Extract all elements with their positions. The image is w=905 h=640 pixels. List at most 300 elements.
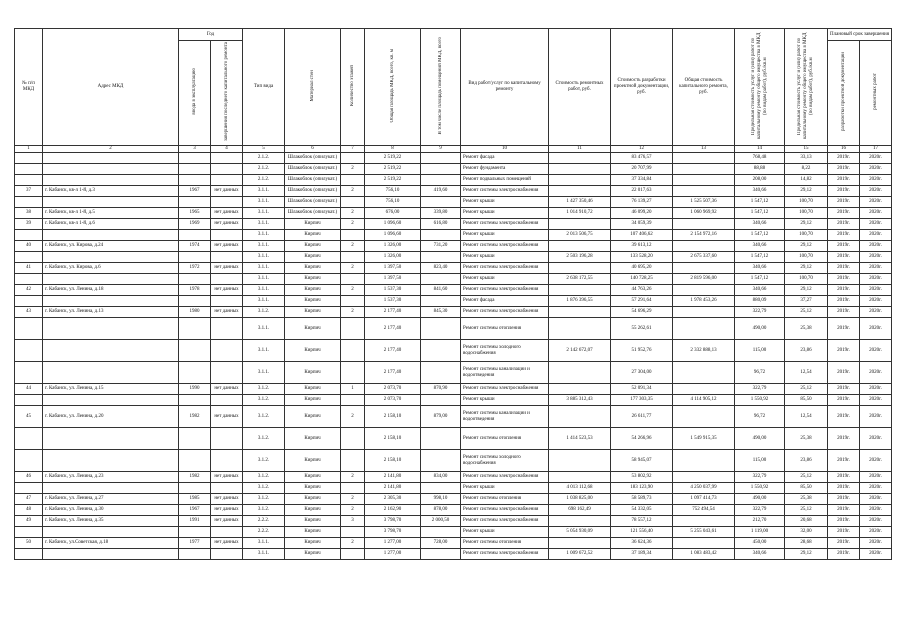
cell-total-area: 2 177,40 <box>365 362 421 384</box>
cell-design-cost: 83 476,57 <box>611 153 673 164</box>
cell-plan-design: 2019г. <box>828 164 860 175</box>
cell-work-type: Ремонт системы электроснабжения <box>461 219 549 230</box>
cell-type: 3.1.1. <box>243 549 285 560</box>
cell-total-area: 2 162,90 <box>365 505 421 516</box>
cell-num: 50 <box>15 538 43 549</box>
cell-total-area: 1 096,60 <box>365 219 421 230</box>
cell-limit-cost-1: 880,09 <box>735 296 785 307</box>
cell-floors: 2 <box>341 208 365 219</box>
cell-address <box>43 428 179 450</box>
cell-last-repair <box>211 252 243 263</box>
cell-last-repair <box>211 483 243 494</box>
table-row <box>15 516 892 527</box>
table-row <box>15 219 892 230</box>
cell-plan-repair: 2020г. <box>860 516 892 527</box>
table-row <box>15 296 892 307</box>
cell-work-type: Ремонт системы электроснабжения <box>461 384 549 395</box>
cell-type: 3.1.2. <box>243 307 285 318</box>
cell-work-type: Ремонт крыши <box>461 197 549 208</box>
cell-plan-design: 2019г. <box>828 505 860 516</box>
cell-premises-area <box>421 527 461 538</box>
cell-limit-cost-1: 340,66 <box>735 219 785 230</box>
table-row <box>15 406 892 428</box>
cell-design-cost: 44 763,26 <box>611 285 673 296</box>
cell-last-repair: нет данных <box>211 516 243 527</box>
cell-total-cost: 5 255 043,61 <box>673 527 735 538</box>
cell-design-cost: 107 406,62 <box>611 230 673 241</box>
table-row <box>15 395 892 406</box>
cell-limit-cost-2: 29,12 <box>785 549 828 560</box>
header-wall-material: Материал стен <box>285 29 341 146</box>
cell-total-area: 1 326,00 <box>365 252 421 263</box>
cell-wall-material: Кирпич <box>285 549 341 560</box>
cell-plan-design: 2019г. <box>828 362 860 384</box>
cell-commission-year <box>179 153 211 164</box>
table-body <box>15 153 892 560</box>
cell-address <box>43 197 179 208</box>
cell-limit-cost-1: 1 550,92 <box>735 483 785 494</box>
cell-limit-cost-2: 85,50 <box>785 483 828 494</box>
cell-total-cost <box>673 241 735 252</box>
column-number: 13 <box>673 146 735 153</box>
cell-limit-cost-1: 212,70 <box>735 516 785 527</box>
table-row <box>15 186 892 197</box>
cell-premises-area: 823,40 <box>421 263 461 274</box>
cell-commission-year: 1978 <box>179 285 211 296</box>
cell-type: 3.1.1. <box>243 230 285 241</box>
cell-premises-area <box>421 318 461 340</box>
cell-limit-cost-1: 88,88 <box>735 164 785 175</box>
table-row <box>15 241 892 252</box>
cell-repair-cost: 1 414 523,53 <box>549 428 611 450</box>
cell-wall-material: Кирпич <box>285 450 341 472</box>
cell-repair-cost: 1 876 396,55 <box>549 296 611 307</box>
cell-premises-area: 731,20 <box>421 241 461 252</box>
cell-limit-cost-1: 322,79 <box>735 505 785 516</box>
cell-address <box>43 230 179 241</box>
cell-floors <box>341 296 365 307</box>
cell-commission-year: 1974 <box>179 241 211 252</box>
cell-last-repair <box>211 197 243 208</box>
cell-limit-cost-1: 340,66 <box>735 549 785 560</box>
cell-plan-design: 2019г. <box>828 285 860 296</box>
cell-work-type: Ремонт крыши <box>461 230 549 241</box>
cell-limit-cost-2: 100,70 <box>785 252 828 263</box>
cell-work-type: Ремонт системы отопления <box>461 494 549 505</box>
table-row <box>15 175 892 186</box>
cell-limit-cost-2: 29,12 <box>785 263 828 274</box>
cell-floors: 2 <box>341 406 365 428</box>
cell-type: 3.1.1. <box>243 252 285 263</box>
header-column-numbers <box>15 146 892 153</box>
cell-last-repair: нет данных <box>211 219 243 230</box>
table-row <box>15 538 892 549</box>
cell-design-cost: 22 017,63 <box>611 186 673 197</box>
cell-address <box>43 362 179 384</box>
cell-total-cost <box>673 450 735 472</box>
cell-repair-cost: 2 503 196,28 <box>549 252 611 263</box>
cell-floors: 3 <box>341 516 365 527</box>
cell-work-type: Ремонт системы электроснабжения <box>461 505 549 516</box>
cell-design-cost: 76 139,27 <box>611 197 673 208</box>
column-number: 11 <box>549 146 611 153</box>
cell-plan-repair: 2020г. <box>860 538 892 549</box>
cell-plan-repair: 2020г. <box>860 549 892 560</box>
cell-total-area: 2 141,80 <box>365 483 421 494</box>
cell-num <box>15 428 43 450</box>
cell-premises-area <box>421 153 461 164</box>
cell-type: 3.1.2. <box>243 384 285 395</box>
cell-total-cost <box>673 472 735 483</box>
cell-total-cost: 4 114 905,12 <box>673 395 735 406</box>
cell-type: 2.1.2. <box>243 175 285 186</box>
cell-work-type: Ремонт крыши <box>461 527 549 538</box>
cell-limit-cost-2: 25,12 <box>785 505 828 516</box>
cell-num <box>15 296 43 307</box>
cell-premises-area: 845,30 <box>421 307 461 318</box>
cell-work-type: Ремонт подвальных помещений <box>461 175 549 186</box>
cell-limit-cost-1: 490,00 <box>735 428 785 450</box>
cell-address <box>43 318 179 340</box>
cell-address: г. Кабанск, ул. Ленина, д.27 <box>43 494 179 505</box>
cell-work-type: Ремонт фасада <box>461 296 549 307</box>
cell-work-type: Ремонт системы электроснабжения <box>461 285 549 296</box>
cell-design-cost: 133 528,20 <box>611 252 673 263</box>
cell-wall-material: Кирпич <box>285 318 341 340</box>
cell-wall-material: Кирпич <box>285 472 341 483</box>
header-plan-group: Плановый срок завершения <box>828 29 892 41</box>
cell-type: 3.1.1. <box>243 296 285 307</box>
cell-floors: 1 <box>341 384 365 395</box>
cell-plan-design: 2019г. <box>828 384 860 395</box>
cell-premises-area: 998,10 <box>421 494 461 505</box>
cell-total-cost <box>673 153 735 164</box>
column-number: 15 <box>785 146 828 153</box>
cell-wall-material: Кирпич <box>285 494 341 505</box>
cell-address <box>43 274 179 285</box>
cell-limit-cost-2: 100,70 <box>785 274 828 285</box>
cell-plan-design: 2019г. <box>828 549 860 560</box>
cell-plan-design: 2019г. <box>828 219 860 230</box>
cell-address: г. Кабанск, кв-л 1-й, д.3 <box>43 186 179 197</box>
cell-plan-design: 2019г. <box>828 340 860 362</box>
cell-last-repair <box>211 230 243 241</box>
cell-work-type: Ремонт системы холодного водоснабжения <box>461 450 549 472</box>
table-row <box>15 164 892 175</box>
cell-total-cost <box>673 186 735 197</box>
cell-type: 2.1.2. <box>243 153 285 164</box>
cell-plan-design: 2019г. <box>828 406 860 428</box>
cell-type: 3.1.1. <box>243 186 285 197</box>
cell-commission-year: 1972 <box>179 263 211 274</box>
cell-address: г. Кабанск, ул. Кирова, д.24 <box>43 241 179 252</box>
cell-num: 42 <box>15 285 43 296</box>
cell-repair-cost <box>549 164 611 175</box>
cell-last-repair: нет данных <box>211 285 243 296</box>
cell-num: 38 <box>15 208 43 219</box>
cell-num <box>15 153 43 164</box>
cell-wall-material: Кирпич <box>285 516 341 527</box>
cell-floors <box>341 362 365 384</box>
cell-wall-material: Кирпич <box>285 263 341 274</box>
cell-commission-year <box>179 274 211 285</box>
cell-num <box>15 395 43 406</box>
cell-commission-year: 1969 <box>179 219 211 230</box>
cell-plan-repair: 2020г. <box>860 274 892 285</box>
cell-repair-cost <box>549 175 611 186</box>
cell-total-area: 756,10 <box>365 186 421 197</box>
cell-design-cost: 57 291,64 <box>611 296 673 307</box>
cell-floors <box>341 230 365 241</box>
cell-limit-cost-1: 115,00 <box>735 450 785 472</box>
cell-address <box>43 395 179 406</box>
cell-limit-cost-2: 29,12 <box>785 241 828 252</box>
cell-floors: 2 <box>341 307 365 318</box>
cell-plan-design: 2019г. <box>828 538 860 549</box>
cell-work-type: Ремонт системы холодного водоснабжения <box>461 340 549 362</box>
column-number: 10 <box>461 146 549 153</box>
cell-limit-cost-1: 115,00 <box>735 340 785 362</box>
cell-total-cost <box>673 318 735 340</box>
cell-num: 37 <box>15 186 43 197</box>
cell-plan-repair: 2020г. <box>860 252 892 263</box>
cell-last-repair: нет данных <box>211 538 243 549</box>
cell-total-area: 2 073,70 <box>365 384 421 395</box>
cell-last-repair: нет данных <box>211 307 243 318</box>
cell-limit-cost-2: 23,86 <box>785 450 828 472</box>
cell-limit-cost-1: 1 119,00 <box>735 527 785 538</box>
cell-num <box>15 318 43 340</box>
cell-commission-year <box>179 450 211 472</box>
cell-total-cost <box>673 285 735 296</box>
cell-last-repair <box>211 318 243 340</box>
cell-premises-area: 870,90 <box>421 384 461 395</box>
cell-wall-material: Шлакоблок (опилукат.) <box>285 153 341 164</box>
cell-type: 3.1.1. <box>243 208 285 219</box>
cell-limit-cost-1: 1 547,12 <box>735 230 785 241</box>
cell-num <box>15 252 43 263</box>
cell-num: 45 <box>15 406 43 428</box>
cell-limit-cost-2: 28,68 <box>785 538 828 549</box>
cell-plan-repair: 2020г. <box>860 164 892 175</box>
cell-work-type: Ремонт системы отопления <box>461 538 549 549</box>
cell-total-area: 2 519,22 <box>365 164 421 175</box>
cell-premises-area <box>421 428 461 450</box>
cell-total-cost <box>673 384 735 395</box>
cell-wall-material: Шлакоблок (опилукат.) <box>285 197 341 208</box>
cell-total-area: 756,10 <box>365 197 421 208</box>
cell-plan-design: 2019г. <box>828 318 860 340</box>
cell-limit-cost-1: 340,66 <box>735 241 785 252</box>
cell-commission-year: 1985 <box>179 494 211 505</box>
cell-design-cost: 39 613,12 <box>611 241 673 252</box>
cell-design-cost: 46 099,20 <box>611 208 673 219</box>
cell-design-cost: 54 332,05 <box>611 505 673 516</box>
cell-limit-cost-2: 29,12 <box>785 285 828 296</box>
cell-plan-repair: 2020г. <box>860 472 892 483</box>
cell-repair-cost <box>549 472 611 483</box>
cell-commission-year <box>179 197 211 208</box>
cell-premises-area <box>421 274 461 285</box>
cell-plan-design: 2019г. <box>828 516 860 527</box>
table-row <box>15 274 892 285</box>
cell-repair-cost <box>549 186 611 197</box>
cell-type: 3.1.1. <box>243 285 285 296</box>
cell-total-cost <box>673 307 735 318</box>
header-last-repair-year: завершения последнего капитального ремонта <box>211 41 243 146</box>
cell-num: 39 <box>15 219 43 230</box>
header-floors: Количество этажей <box>341 29 365 146</box>
cell-last-repair <box>211 527 243 538</box>
cell-design-cost: 37 334,84 <box>611 175 673 186</box>
cell-plan-repair: 2020г. <box>860 307 892 318</box>
column-number: 4 <box>211 146 243 153</box>
cell-num <box>15 175 43 186</box>
cell-last-repair: нет данных <box>211 384 243 395</box>
cell-type: 2.2.2. <box>243 527 285 538</box>
cell-premises-area: 2 000,50 <box>421 516 461 527</box>
cell-last-repair <box>211 395 243 406</box>
cell-last-repair <box>211 274 243 285</box>
header-total-area: Общая площадь МКД, всего, кв. м <box>365 29 421 146</box>
cell-plan-repair: 2020г. <box>860 208 892 219</box>
cell-work-type: Ремонт крыши <box>461 252 549 263</box>
cell-limit-cost-1: 490,00 <box>735 318 785 340</box>
column-number: 9 <box>421 146 461 153</box>
cell-work-type: Ремонт фасада <box>461 153 549 164</box>
cell-num: 49 <box>15 516 43 527</box>
cell-limit-cost-1: 322,79 <box>735 472 785 483</box>
cell-type: 3.1.1. <box>243 538 285 549</box>
cell-design-cost: 55 262,61 <box>611 318 673 340</box>
cell-floors <box>341 527 365 538</box>
cell-commission-year <box>179 428 211 450</box>
cell-address <box>43 340 179 362</box>
cell-total-area: 1 096,60 <box>365 230 421 241</box>
table-row <box>15 285 892 296</box>
cell-total-cost: 1 060 969,92 <box>673 208 735 219</box>
cell-wall-material: Шлакоблок (опилукат.) <box>285 186 341 197</box>
cell-num <box>15 527 43 538</box>
cell-repair-cost <box>549 406 611 428</box>
cell-address <box>43 252 179 263</box>
table-row <box>15 197 892 208</box>
cell-premises-area: 419,60 <box>421 186 461 197</box>
cell-repair-cost: 1 009 672,52 <box>549 549 611 560</box>
cell-total-cost: 752 494,54 <box>673 505 735 516</box>
cell-limit-cost-1: 208,00 <box>735 175 785 186</box>
cell-limit-cost-2: 100,70 <box>785 208 828 219</box>
cell-last-repair: нет данных <box>211 241 243 252</box>
cell-total-cost: 2 332 888,13 <box>673 340 735 362</box>
cell-limit-cost-1: 768,48 <box>735 153 785 164</box>
header-plan-repair: ремонтных работ <box>860 41 892 146</box>
column-number: 3 <box>179 146 211 153</box>
cell-total-cost <box>673 538 735 549</box>
cell-wall-material: Шлакоблок (опилукат.) <box>285 164 341 175</box>
cell-premises-area <box>421 252 461 263</box>
cell-wall-material: Кирпич <box>285 384 341 395</box>
cell-repair-cost <box>549 219 611 230</box>
cell-total-area: 1 537,30 <box>365 296 421 307</box>
cell-num <box>15 230 43 241</box>
cell-limit-cost-2: 25,12 <box>785 472 828 483</box>
cell-work-type: Ремонт фундамента <box>461 164 549 175</box>
cell-work-type: Ремонт системы отопления <box>461 318 549 340</box>
cell-floors <box>341 252 365 263</box>
cell-total-cost <box>673 406 735 428</box>
header-total-cost: Общая стоимость капитального ремонта, руб. <box>673 29 735 146</box>
cell-repair-cost: 2 142 672,07 <box>549 340 611 362</box>
cell-wall-material: Кирпич <box>285 527 341 538</box>
cell-type: 3.1.2. <box>243 472 285 483</box>
cell-address: г. Кабанск, ул. Ленина, д.30 <box>43 505 179 516</box>
cell-type: 3.1.2. <box>243 494 285 505</box>
cell-plan-repair: 2020г. <box>860 263 892 274</box>
cell-wall-material: Шлакоблок (опилукат.) <box>285 175 341 186</box>
cell-floors <box>341 483 365 494</box>
cell-address: г. Кабанск, ул.Советская, д.18 <box>43 538 179 549</box>
cell-wall-material: Кирпич <box>285 538 341 549</box>
cell-last-repair: нет данных <box>211 208 243 219</box>
cell-wall-material: Кирпич <box>285 219 341 230</box>
cell-last-repair: нет данных <box>211 406 243 428</box>
cell-address <box>43 296 179 307</box>
cell-plan-repair: 2020г. <box>860 384 892 395</box>
cell-total-cost <box>673 362 735 384</box>
cell-repair-cost <box>549 263 611 274</box>
cell-work-type: Ремонт системы канализации и водоотведения <box>461 406 549 428</box>
cell-limit-cost-2: 85,50 <box>785 395 828 406</box>
cell-type: 3.1.1. <box>243 340 285 362</box>
cell-commission-year: 1967 <box>179 505 211 516</box>
cell-total-area: 3 798,70 <box>365 527 421 538</box>
cell-address <box>43 549 179 560</box>
cell-address: г. Кабанск, ул. Ленина, д.20 <box>43 406 179 428</box>
table-row <box>15 153 892 164</box>
cell-last-repair: нет данных <box>211 494 243 505</box>
cell-limit-cost-1: 1 547,12 <box>735 252 785 263</box>
table-row <box>15 362 892 384</box>
cell-wall-material: Кирпич <box>285 307 341 318</box>
header-design-cost: Стоимость разработки проектной документации, руб. <box>611 29 673 146</box>
cell-total-cost: 1 549 915,35 <box>673 428 735 450</box>
cell-limit-cost-2: 25,38 <box>785 428 828 450</box>
column-number: 14 <box>735 146 785 153</box>
cell-address: г. Кабанск, кв-л 1-й, д.5 <box>43 208 179 219</box>
cell-plan-design: 2019г. <box>828 241 860 252</box>
cell-work-type: Ремонт системы электроснабжения <box>461 263 549 274</box>
cell-num: 46 <box>15 472 43 483</box>
cell-total-cost: 2 154 972,16 <box>673 230 735 241</box>
cell-total-cost <box>673 175 735 186</box>
cell-floors <box>341 197 365 208</box>
table-row <box>15 505 892 516</box>
cell-plan-repair: 2020г. <box>860 197 892 208</box>
cell-limit-cost-2: 25,12 <box>785 307 828 318</box>
cell-commission-year: 1990 <box>179 384 211 395</box>
table-row <box>15 549 892 560</box>
cell-total-area: 2 158,10 <box>365 450 421 472</box>
cell-premises-area <box>421 549 461 560</box>
cell-total-area: 1 277,00 <box>365 538 421 549</box>
cell-work-type: Ремонт системы электроснабжения <box>461 241 549 252</box>
cell-wall-material: Кирпич <box>285 230 341 241</box>
cell-total-cost: 1 097 414,73 <box>673 494 735 505</box>
cell-repair-cost: 5 054 930,09 <box>549 527 611 538</box>
table-row <box>15 483 892 494</box>
cell-design-cost: 37 189,34 <box>611 549 673 560</box>
